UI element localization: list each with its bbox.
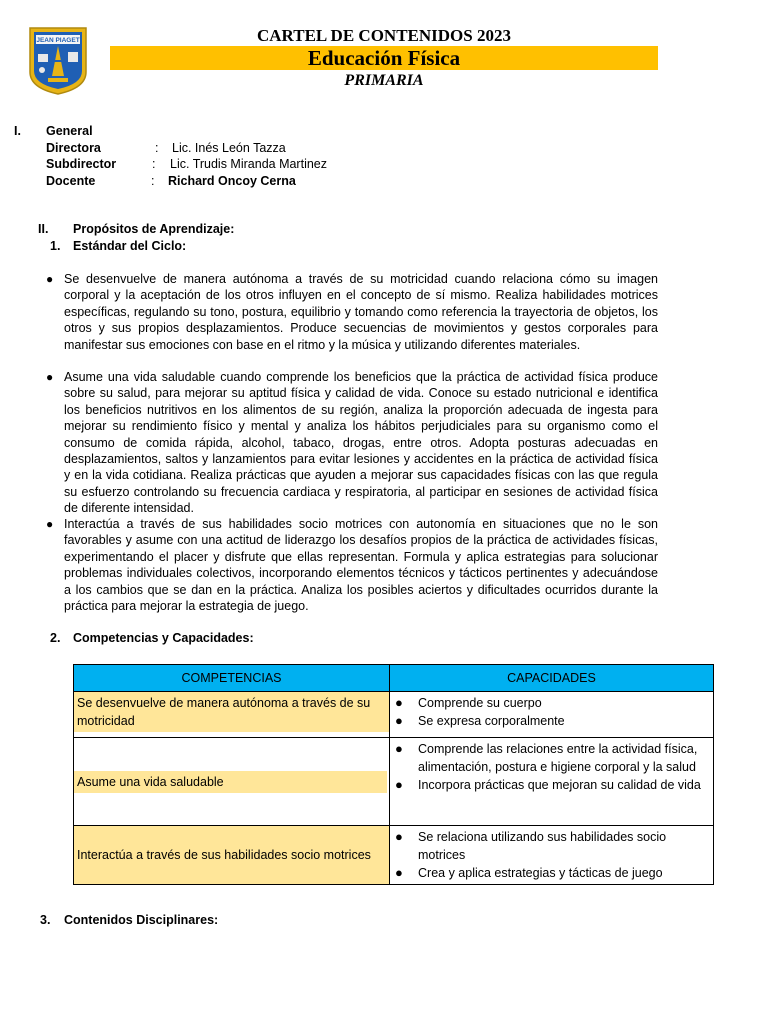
- level-label: PRIMARIA: [344, 72, 424, 89]
- info-label: Directora: [46, 141, 101, 155]
- info-colon: :: [152, 157, 156, 171]
- info-value: Lic. Trudis Miranda Martinez: [170, 157, 328, 171]
- competencia-text: Asume una vida saludable: [74, 771, 387, 793]
- competencia-cell: [74, 826, 390, 885]
- bullet-text: Asume una vida saludable cuando comprende los beneficios que la práctica de actividad física produce sobre su salud, para mejorar su aptitud física y calidad de vida. Conoce su estado nutricional e identifica los beneficios nutritivos en los alimentos de su región, analiza la proporción adecuada de ingesta para mejorar su rendimiento físico y mental y analiza los hábitos perjudiciales para su organismo como el consumo de comida rápida, alcohol, tabaco, drogas, entre otros. Adopta posturas adecuadas en desplazamientos, saltos y lanzamientos para evitar lesiones y accidentes en la práctica de actividad física y en la vida cotidiana. Realiza prácticas que ayuden a mejorar sus capacidades físicas con las que regula su esfuerzo controlando su frecuencia cardiaca y respiratoria, al participar en sesiones de actividad física de diferente intensidad.: [64, 370, 658, 516]
- bullet-icon: ●: [46, 517, 54, 531]
- capacidades-cell: [390, 826, 714, 885]
- info-colon: :: [151, 174, 155, 188]
- capacidad-item: ● Se relaciona utilizando sus habilidades socio motrices: [418, 828, 709, 864]
- section-2-number: II.: [38, 222, 49, 236]
- table-row: [74, 738, 714, 826]
- info-label: Subdirector: [46, 157, 117, 171]
- bullet-text: Se desenvuelve de manera autónoma a través de su motricidad cuando relaciona cómo su imagen corporal y la aceptación de los otros influyen en el concepto de sí mismo. Realiza habilidades motrices específicas, regulando su tono, postura, equilibrio y tomando como referencia la trayectoria de objetos, los otros y sus propios desplazamientos. Produce secuencias de movimientos y gestos corporales para manifestar sus emociones con base en el ritmo y la música y utilizando diferentes materiales.: [64, 272, 658, 352]
- subsection-3-title: Contenidos Disciplinares:: [64, 913, 219, 927]
- section-1-title: General: [46, 124, 93, 138]
- standard-bullet: [46, 516, 658, 614]
- standard-bullet: [46, 369, 658, 517]
- header-capacidades: CAPACIDADES: [390, 665, 714, 692]
- subsection-2-number: 2.: [50, 631, 61, 645]
- bullet-text: Interactúa a través de sus habilidades socio motrices con autonomía en situaciones que no le son favorables y asume con una actitud de liderazgo los desafíos propios de la práctica de actividades físicas, experimentando el placer y disfrute que ellas representan. Formula y aplica estrategias para solucionar problemas individuales colectivos, incorporando elementos técnicos y tácticos pertinentes y adecuándose a los cambios que se dan en la práctica. Analiza los posibles aciertos y dificultades ocurridos durante la práctica para mejorar la estrategia de juego.: [64, 517, 658, 614]
- capacidad-item: ● Se expresa corporalmente: [418, 712, 709, 730]
- capacidades-cell: [390, 738, 714, 826]
- subsection-1-title: Estándar del Ciclo:: [73, 239, 187, 253]
- section-1-number: I.: [14, 124, 21, 138]
- document-title: CARTEL DE CONTENIDOS 2023: [257, 26, 511, 45]
- info-label: Docente: [46, 174, 96, 188]
- table-row: [74, 692, 714, 738]
- subsection-1-number: 1.: [50, 239, 61, 253]
- info-value: Lic. Inés León Tazza: [172, 141, 286, 155]
- capacidad-item: ● Crea y aplica estrategias y tácticas de juego: [418, 864, 709, 882]
- capacidad-item: ● Comprende su cuerpo: [418, 694, 709, 712]
- competencia-cell: [74, 692, 390, 738]
- section-2-title: Propósitos de Aprendizaje:: [73, 222, 235, 236]
- table-header-row: [74, 665, 714, 692]
- bullet-icon: ●: [46, 370, 54, 384]
- capacidad-item: ● Comprende las relaciones entre la actividad física, alimentación, postura e higiene corporal y la salud: [418, 740, 709, 776]
- table-row: [74, 826, 714, 885]
- standard-bullet: [46, 271, 658, 353]
- header-competencias: COMPETENCIAS: [74, 665, 390, 692]
- subsection-2-title: Competencias y Capacidades:: [73, 631, 254, 645]
- info-value: Richard Oncoy Cerna: [168, 174, 296, 188]
- bullet-icon: ●: [46, 272, 54, 286]
- competencies-table: [73, 664, 714, 885]
- school-logo: [28, 26, 88, 96]
- logo-text: JEAN PIAGET: [36, 37, 80, 44]
- competencia-text: Interactúa a través de sus habilidades socio motrices: [74, 844, 389, 866]
- info-colon: :: [155, 141, 159, 155]
- capacidades-cell: [390, 692, 714, 738]
- competencia-text: Se desenvuelve de manera autónoma a través de su motricidad: [74, 692, 389, 732]
- subject-banner: Educación Física: [110, 46, 658, 70]
- subsection-3-number: 3.: [40, 913, 51, 927]
- competencia-cell: [74, 738, 390, 826]
- capacidad-item: ● Incorpora prácticas que mejoran su calidad de vida: [418, 776, 709, 794]
